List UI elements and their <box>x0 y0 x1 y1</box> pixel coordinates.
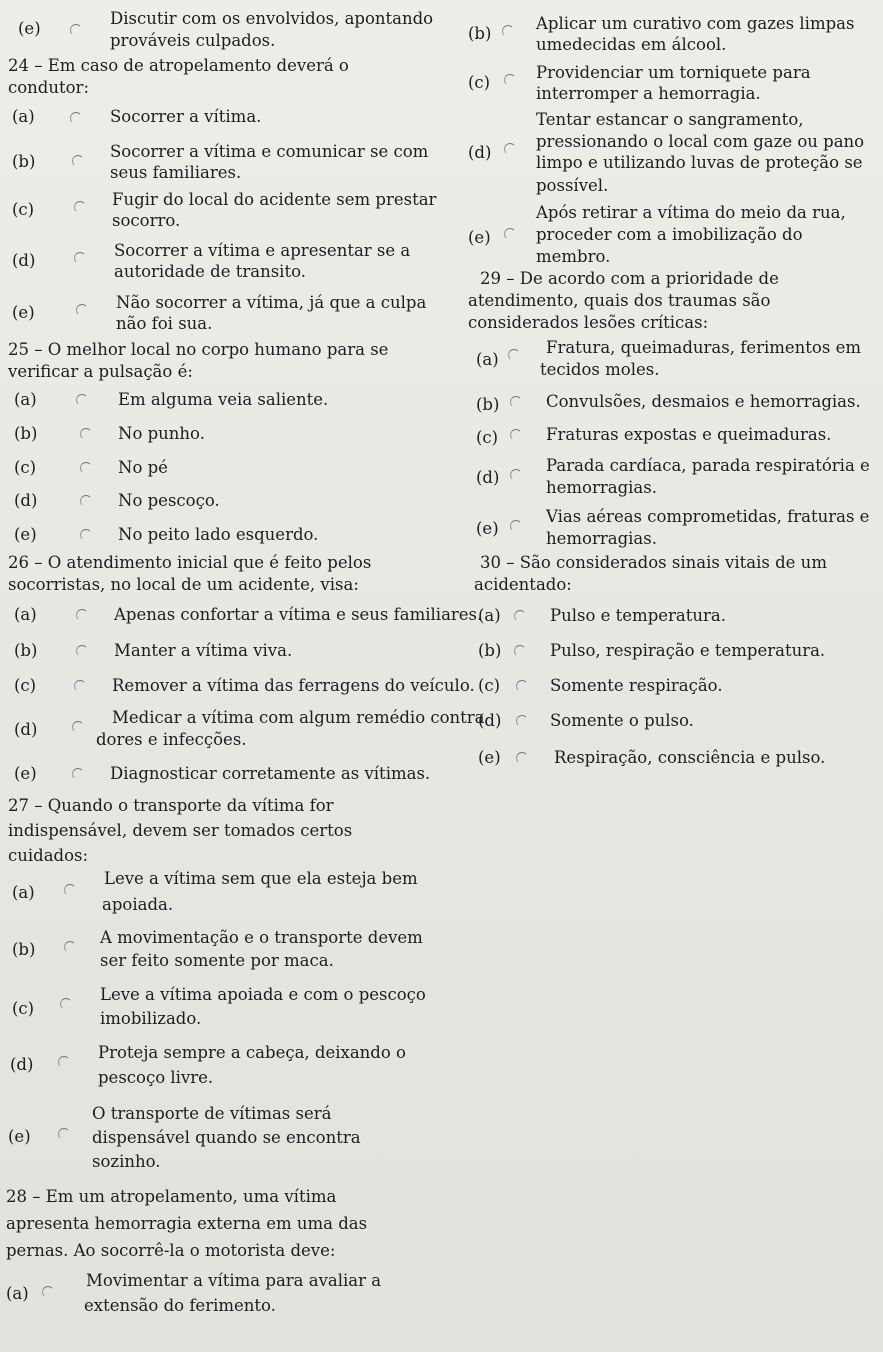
option-label: (b) <box>12 940 36 959</box>
option-text: Pulso, respiração e temperatura. <box>550 641 826 660</box>
option-text: extensão do ferimento. <box>84 1296 276 1315</box>
option-label: (c) <box>14 458 37 477</box>
option-text: hemorragias. <box>546 478 657 497</box>
option-text: Remover a vítima das ferragens do veículo. <box>112 676 475 695</box>
option-text: Leve a vítima apoiada e com o pescoço <box>100 985 426 1004</box>
radio-icon[interactable] <box>508 349 520 361</box>
option-label: (e) <box>478 748 501 767</box>
option-text: seus familiares. <box>110 163 242 182</box>
radio-icon[interactable] <box>74 252 86 264</box>
option-text: membro. <box>536 247 611 266</box>
option-text: Manter a vítima viva. <box>114 641 293 660</box>
option-label: (b) <box>14 641 38 660</box>
radio-icon[interactable] <box>510 429 522 441</box>
q28-stem: 28 – Em um atropelamento, uma vítima apresenta hemorragia externa em uma das pernas. Ao socorrê-la o motorista deve: <box>6 1187 368 1260</box>
radio-icon[interactable] <box>80 428 92 440</box>
option-text: A movimentação e o transporte devem <box>100 928 423 947</box>
q24-stem: 24 – Em caso de atropelamento deverá o condutor: <box>8 56 349 97</box>
option-label: (d) <box>478 711 502 730</box>
option-text: socorro. <box>112 211 181 230</box>
option-text: Movimentar a vítima para avaliar a <box>86 1271 382 1290</box>
option-text: Parada cardíaca, parada respiratória e <box>546 456 870 475</box>
option-label: (b) <box>478 641 502 660</box>
option-text: Pulso e temperatura. <box>550 606 726 625</box>
option-text: limpo e utilizando luvas de proteção se <box>536 153 863 172</box>
q26-stem: 26 – O atendimento inicial que é feito pelos socorristas, no local de um acidente, visa: <box>8 553 372 594</box>
option-label: (c) <box>478 676 501 695</box>
radio-icon[interactable] <box>516 752 528 764</box>
option-text: Apenas confortar a vítima e seus familiares. <box>114 605 483 624</box>
radio-icon[interactable] <box>42 1286 54 1298</box>
option-text: Tentar estancar o sangramento, <box>536 110 804 129</box>
option-text: Em alguma veia saliente. <box>118 390 329 409</box>
option-text: Socorrer a vítima. <box>110 107 262 126</box>
radio-icon[interactable] <box>58 1128 70 1140</box>
option-text: O transporte de vítimas será <box>92 1104 332 1123</box>
option-text: autoridade de transito. <box>114 262 306 281</box>
radio-icon[interactable] <box>516 680 528 692</box>
option-label: (e) <box>468 228 491 247</box>
option-label: (e) <box>14 764 37 783</box>
option-text: No pé <box>118 458 168 477</box>
option-text: dores e infecções. <box>96 730 247 749</box>
option-label: (a) <box>12 883 35 902</box>
option-text: Diagnosticar corretamente as vítimas. <box>110 764 431 783</box>
radio-icon[interactable] <box>74 201 86 213</box>
option-label: (a) <box>476 350 499 369</box>
radio-icon[interactable] <box>74 680 86 692</box>
option-text: sozinho. <box>92 1152 161 1171</box>
option-text: dispensável quando se encontra <box>92 1128 361 1147</box>
option-label: (e) <box>8 1127 31 1146</box>
option-text: Socorrer a vítima e apresentar se a <box>114 241 411 260</box>
option-label: (e) <box>14 525 37 544</box>
option-text: Medicar a vítima com algum remédio contra <box>112 708 485 727</box>
option-text: Após retirar a vítima do meio da rua, <box>536 203 846 222</box>
option-label: (d) <box>14 491 38 510</box>
radio-icon[interactable] <box>516 715 528 727</box>
option-text: Fugir do local do acidente sem prestar <box>112 190 437 209</box>
option-label: (a) <box>478 606 501 625</box>
radio-icon[interactable] <box>76 609 88 621</box>
option-text: hemorragias. <box>546 529 657 548</box>
option-label: (c) <box>468 73 491 92</box>
option-text: Fraturas expostas e queimaduras. <box>546 425 832 444</box>
option-text: Fratura, queimaduras, ferimentos em <box>546 338 861 357</box>
option-text: não foi sua. <box>116 314 213 333</box>
radio-icon[interactable] <box>76 394 88 406</box>
option-text: Convulsões, desmaios e hemorragias. <box>546 392 861 411</box>
option-text: Providenciar um torniquete para <box>536 63 811 82</box>
option-label: (d) <box>12 251 36 270</box>
radio-icon[interactable] <box>510 520 522 532</box>
option-label: (a) <box>12 107 35 126</box>
option-text: pescoço livre. <box>98 1068 214 1087</box>
option-label: (c) <box>476 428 499 447</box>
option-text: interromper a hemorragia. <box>536 84 761 103</box>
option-label: (b) <box>12 152 36 171</box>
radio-icon[interactable] <box>76 645 88 657</box>
option-text: proceder com a imobilização do <box>536 225 803 244</box>
option-text: possível. <box>536 176 609 195</box>
option-text: Discutir com os envolvidos, apontando <box>110 9 434 28</box>
radio-icon[interactable] <box>80 529 92 541</box>
radio-icon[interactable] <box>58 1056 70 1068</box>
option-label: (b) <box>14 424 38 443</box>
option-label: (e) <box>18 19 41 38</box>
radio-icon[interactable] <box>64 884 76 896</box>
option-label: (a) <box>6 1284 29 1303</box>
radio-icon[interactable] <box>60 998 72 1010</box>
radio-icon[interactable] <box>510 469 522 481</box>
option-text: imobilizado. <box>100 1009 202 1028</box>
radio-icon[interactable] <box>510 396 522 408</box>
option-label: (c) <box>12 200 35 219</box>
option-label: (d) <box>476 468 500 487</box>
radio-icon[interactable] <box>64 941 76 953</box>
option-text: Vias aéreas comprometidas, fraturas e <box>546 507 870 526</box>
option-text: apoiada. <box>102 895 174 914</box>
option-label: (d) <box>14 720 38 739</box>
option-text: Socorrer a vítima e comunicar se com <box>110 142 429 161</box>
option-text: tecidos moles. <box>540 360 660 379</box>
radio-icon[interactable] <box>80 462 92 474</box>
option-text: prováveis culpados. <box>110 31 276 50</box>
radio-icon[interactable] <box>504 228 516 240</box>
option-text: Somente respiração. <box>550 676 723 695</box>
option-text: umedecidas em álcool. <box>536 35 727 54</box>
option-text: No pescoço. <box>118 491 220 510</box>
radio-icon[interactable] <box>70 24 82 36</box>
radio-icon[interactable] <box>72 155 84 167</box>
radio-icon[interactable] <box>72 768 84 780</box>
option-text: Proteja sempre a cabeça, deixando o <box>98 1043 406 1062</box>
option-text: Somente o pulso. <box>550 711 694 730</box>
option-text: pressionando o local com gaze ou pano <box>536 132 865 151</box>
option-label: (c) <box>14 676 37 695</box>
option-label: (c) <box>12 999 35 1018</box>
q25-stem: 25 – O melhor local no corpo humano para se verificar a pulsação é: <box>8 340 389 381</box>
radio-icon[interactable] <box>514 645 526 657</box>
option-label: (d) <box>468 143 492 162</box>
option-label: (d) <box>10 1055 34 1074</box>
radio-icon[interactable] <box>504 143 516 155</box>
radio-icon[interactable] <box>80 495 92 507</box>
option-label: (a) <box>14 605 37 624</box>
q30-stem: 30 – São considerados sinais vitais de um acidentado: <box>474 553 827 594</box>
option-label: (e) <box>476 519 499 538</box>
q29-stem: 29 – De acordo com a prioridade de atendimento, quais dos traumas são considerados lesões críticas: <box>468 269 779 332</box>
radio-icon[interactable] <box>72 721 84 733</box>
option-text: ser feito somente por maca. <box>100 951 334 970</box>
radio-icon[interactable] <box>502 25 514 37</box>
radio-icon[interactable] <box>76 304 88 316</box>
option-text: No peito lado esquerdo. <box>118 525 319 544</box>
option-text: Aplicar um curativo com gazes limpas <box>536 14 855 33</box>
radio-icon[interactable] <box>514 610 526 622</box>
q27-stem: 27 – Quando o transporte da vítima for indispensável, devem ser tomados certos cuidados: <box>8 796 353 865</box>
option-label: (b) <box>468 24 492 43</box>
option-label: (b) <box>476 395 500 414</box>
option-label: (e) <box>12 303 35 322</box>
option-text: Respiração, consciência e pulso. <box>554 748 826 767</box>
radio-icon[interactable] <box>70 112 82 124</box>
option-label: (a) <box>14 390 37 409</box>
option-text: Não socorrer a vítima, já que a culpa <box>116 293 427 312</box>
option-text: Leve a vítima sem que ela esteja bem <box>104 869 418 888</box>
radio-icon[interactable] <box>504 74 516 86</box>
option-text: No punho. <box>118 424 205 443</box>
